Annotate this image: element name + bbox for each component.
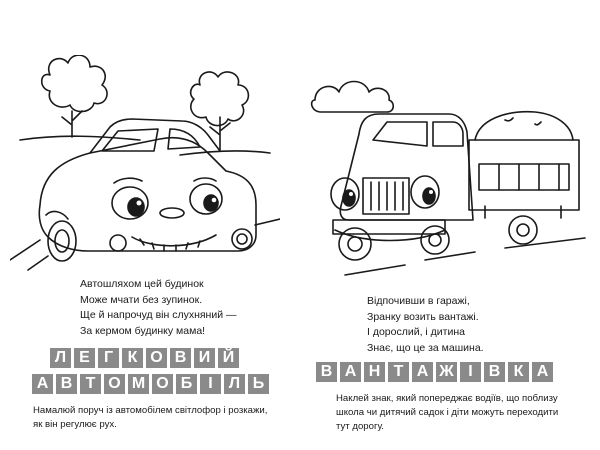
letter-tile: О <box>146 348 167 368</box>
letter-tile: К <box>122 348 143 368</box>
task-line: школа чи дитячий садок і діти можуть переходити <box>336 407 559 418</box>
letter-tile: А <box>32 374 53 394</box>
letter-tile: Й <box>218 348 239 368</box>
letter-tile: И <box>194 348 215 368</box>
task-line: Намалюй поруч із автомобілем світлофор і розкажи, <box>33 405 268 416</box>
letter-tile: В <box>484 362 505 382</box>
poem-line: Знає, що це за машина. <box>367 341 484 354</box>
letter-tile: Б <box>176 374 197 394</box>
poem-line: Може мчати без зупинок. <box>80 293 203 306</box>
letter-tile: Н <box>364 362 385 382</box>
word-tiles-line1 <box>50 348 239 368</box>
letter-tile: В <box>170 348 191 368</box>
letter-tile: А <box>340 362 361 382</box>
letter-tile: А <box>412 362 433 382</box>
letter-tile: А <box>532 362 553 382</box>
poem-line: І дорослий, і дитина <box>367 326 465 339</box>
letter-tile: К <box>508 362 529 382</box>
poem-line: Зранку возить вантажі. <box>367 310 479 323</box>
letter-tile: Г <box>98 348 119 368</box>
tree-icon <box>191 72 249 151</box>
word-tiles-right <box>316 362 553 382</box>
tree-icon <box>42 55 107 137</box>
task-line: як він регулює рух. <box>33 419 117 430</box>
right-poem <box>367 294 484 356</box>
letter-tile: В <box>316 362 337 382</box>
letter-tile: Ь <box>248 374 269 394</box>
letter-tile: Л <box>50 348 71 368</box>
letter-tile: М <box>128 374 149 394</box>
left-task <box>33 404 267 432</box>
poem-line: Ще й напрочуд він слухняний — <box>80 309 237 322</box>
truck-illustration <box>305 60 595 290</box>
cloud-icon <box>312 82 394 113</box>
letter-tile: І <box>460 362 481 382</box>
task-line: тут дорогу. <box>336 421 384 432</box>
letter-tile: Ж <box>436 362 457 382</box>
left-poem <box>80 277 237 339</box>
car-illustration <box>10 55 280 285</box>
letter-tile: Т <box>80 374 101 394</box>
word-tiles-line2 <box>32 374 269 394</box>
letter-tile: О <box>104 374 125 394</box>
poem-line: Відпочивши в гаражі, <box>367 295 470 307</box>
letter-tile: Е <box>74 348 95 368</box>
letter-tile: В <box>56 374 77 394</box>
task-line: Наклей знак, який попереджає водіїв, що поблизу <box>336 393 558 404</box>
letter-tile: Л <box>224 374 245 394</box>
letter-tile: Т <box>388 362 409 382</box>
right-task <box>336 392 558 434</box>
poem-line: Автошляхом цей будинок <box>80 278 204 290</box>
letter-tile: І <box>200 374 221 394</box>
poem-line: За кермом будинку мама! <box>80 324 206 337</box>
letter-tile: О <box>152 374 173 394</box>
